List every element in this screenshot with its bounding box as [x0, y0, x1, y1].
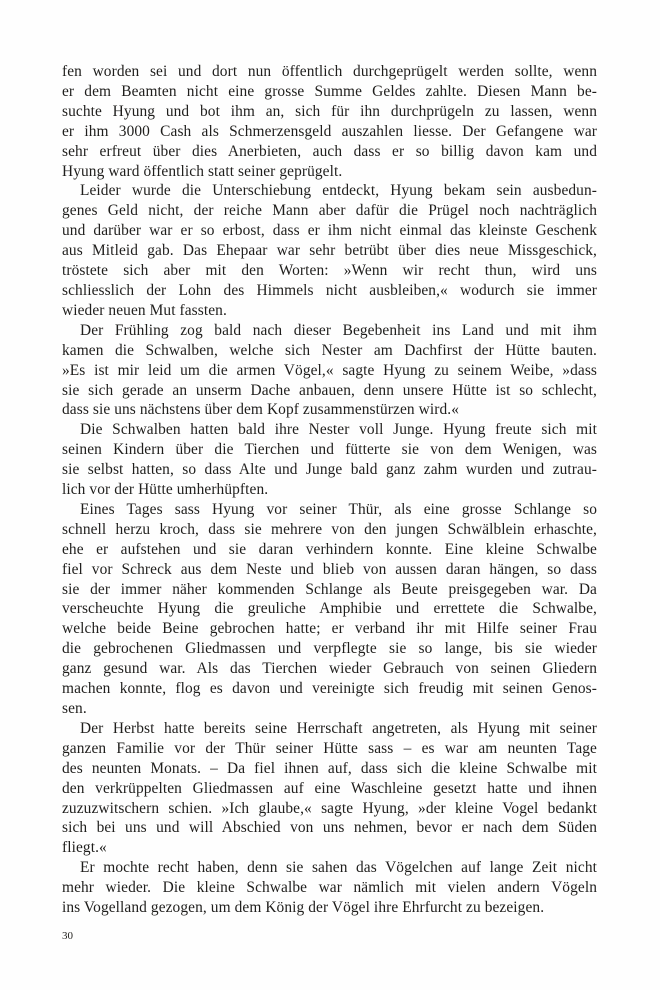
- text-line: Eines Tages sass Hyung vor seiner Thür, als eine grosse Schlange so: [80, 500, 597, 518]
- text-line: ganzen Familie vor der Thür seiner Hütte sass – es war am neunten Tage: [62, 739, 597, 757]
- text-line: tröstete sich aber mit den Worten: »Wenn wir recht thun, wird uns: [62, 262, 597, 280]
- text-line: Er mochte recht haben, denn sie sahen das Vögelchen auf lange Zeit nicht: [80, 859, 597, 877]
- text-line: schliesslich der Lohn des Himmels nicht ausbleiben,« wodurch sie immer: [62, 281, 597, 299]
- text-line: sehr erfreut über dies Anerbieten, auch dass er so billig davon kam und: [62, 142, 597, 160]
- paragraph: [62, 858, 597, 918]
- text-line: Die Schwalben hatten bald ihre Nester voll Junge. Hyung freute sich mit: [80, 421, 597, 439]
- paragraph: [62, 420, 597, 500]
- paragraph: [62, 500, 597, 719]
- text-block: [62, 62, 597, 918]
- text-line: machen konnte, flog es davon und vereinigte sich freudig mit seinen Genos-: [62, 680, 597, 698]
- paragraph: [62, 181, 597, 320]
- text-line: wieder neuen Mut fassten.: [62, 301, 227, 319]
- paragraph: [62, 321, 597, 421]
- text-line: dass sie uns nächstens über dem Kopf zusammenstürzen wird.«: [62, 401, 459, 419]
- text-line: lich vor der Hütte umherhüpften.: [62, 481, 269, 499]
- text-line: kamen die Schwalben, welche sich Nester am Dachfirst der Hütte bauten.: [62, 341, 597, 359]
- paragraph: [62, 719, 597, 858]
- text-line: sich bei uns und will Abschied von uns nehmen, bevor er nach dem Süden: [62, 819, 597, 837]
- text-line: des neunten Monats. – Da fiel ihnen auf, dass sich die kleine Schwalbe mit: [62, 759, 597, 777]
- text-line: sen.: [62, 700, 87, 717]
- text-line: »Es ist mir leid um die armen Vögel,« sagte Hyung zu seinem Weibe, »dass: [62, 361, 597, 379]
- text-line: suchte Hyung und bot ihm an, sich für ihn durchprügeln zu lassen, wenn: [62, 102, 597, 120]
- text-line: mehr wieder. Die kleine Schwalbe war nämlich mit vielen andern Vögeln: [62, 879, 597, 897]
- text-line: fliegt.«: [62, 839, 107, 857]
- text-line: ganz gesund war. Als das Tierchen wieder Gebrauch von seinen Gliedern: [62, 660, 597, 678]
- text-line: fen worden sei und dort nun öffentlich durchgeprügelt werden sollte, wenn: [62, 63, 597, 80]
- text-line: ins Vogelland gezogen, um dem König der Vögel ihre Ehrfurcht zu bezeigen.: [62, 899, 545, 917]
- text-line: sie der immer näher kommenden Schlange als Beute preisgegeben war. Da: [62, 580, 597, 598]
- text-line: schnell herzu kroch, dass sie mehrere von den jungen Schwälblein erhaschte,: [62, 520, 597, 538]
- text-line: die gebrochenen Gliedmassen und verpflegte sie so lange, bis sie wieder: [62, 640, 597, 658]
- text-line: sie selbst hatten, so dass Alte und Junge bald ganz zahm wurden und zutrau-: [62, 461, 597, 479]
- text-line: sie sich gerade an unserm Dache anbauen, denn unsere Hütte ist so schlecht,: [62, 381, 597, 399]
- text-line: genes Geld nicht, der reiche Mann aber dafür die Prügel noch nachträglich: [62, 202, 597, 220]
- text-line: verscheuchte Hyung die greuliche Amphibie und errettete die Schwalbe,: [62, 600, 597, 618]
- text-line: er dem Beamten nicht eine grosse Summe Geldes zahlte. Diesen Mann be-: [62, 82, 597, 100]
- text-line: zuzuzwitschern schien. »Ich glaube,« sagte Hyung, »der kleine Vogel bedankt: [62, 799, 597, 817]
- page-footer: [62, 926, 73, 944]
- text-line: Leider wurde die Unterschiebung entdeckt, Hyung bekam sein ausbedun-: [80, 182, 597, 200]
- text-line: Der Herbst hatte bereits seine Herrschaft angetreten, als Hyung mit seiner: [80, 719, 597, 737]
- page-number: 30: [62, 930, 73, 942]
- paragraph: [62, 62, 597, 181]
- text-line: ehe er aufstehen und sie daran verhindern konnte. Eine kleine Schwalbe: [62, 540, 597, 558]
- text-line: aus Mitleid gab. Das Ehepaar war sehr betrübt über dies neue Missgeschick,: [62, 242, 597, 260]
- text-line: und darüber war er so erbost, dass er ihm nicht einmal das kleinste Geschenk: [62, 222, 597, 240]
- text-line: seinen Kindern über die Tierchen und fütterte sie von dem Wenigen, was: [62, 441, 597, 459]
- text-line: welche beide Beine gebrochen hatte; er verband ihr mit Hilfe seiner Frau: [62, 620, 597, 638]
- text-line: den verkrüppelten Gliedmassen auf eine Waschleine gesetzt hatte und ihnen: [62, 779, 597, 797]
- text-line: Hyung ward öffentlich statt seiner geprügelt.: [62, 162, 343, 180]
- text-line: er ihm 3000 Cash als Schmerzensgeld auszahlen liesse. Der Gefangene war: [62, 122, 597, 140]
- text-line: Der Frühling zog bald nach dieser Begebenheit ins Land und mit ihm: [80, 321, 597, 339]
- text-line: fiel vor Schreck aus dem Neste und blieb von aussen daran hängen, so dass: [62, 560, 597, 578]
